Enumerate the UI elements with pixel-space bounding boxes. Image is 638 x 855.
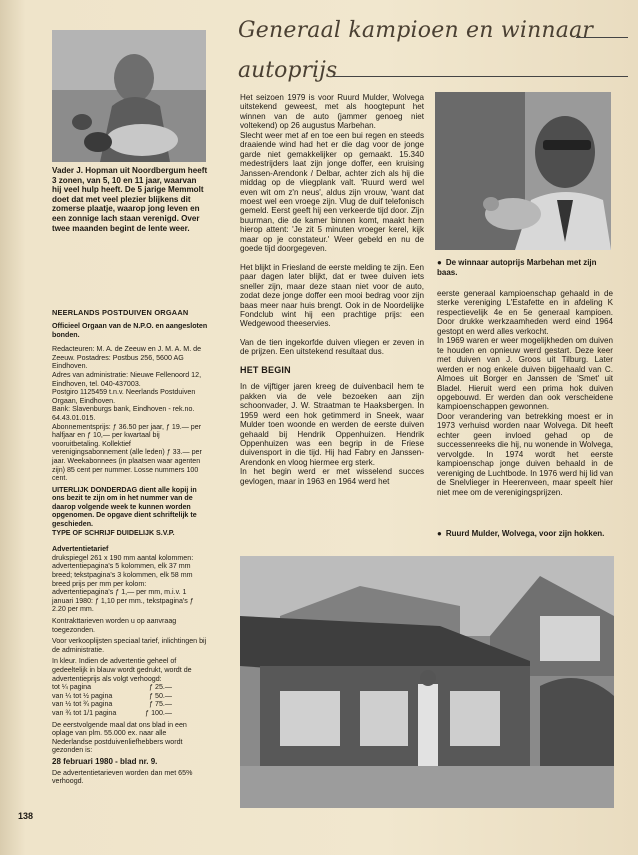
sales-lists-text: Voor verkooplijsten speciaal tarief, inlichtingen bij de administratie. — [52, 637, 207, 654]
rate-row — [52, 709, 172, 718]
rate-price: ƒ 25.— — [149, 683, 172, 692]
ad-tariff-title: Advertentietarief — [52, 545, 109, 554]
rate-price: ƒ 100.— — [145, 708, 172, 717]
article-paragraph: Het seizoen 1979 is voor Ruurd Mulder, Wolvega uitstekend geweest, met als hoogtepunt het winnen van de auto (jammer genoeg niet voltekend) op 26 augustus Marbehan. — [240, 93, 424, 131]
headline-rule-2 — [332, 76, 628, 77]
colophon-bank: Bank: Slavenburgs bank, Eindhoven - rek.no. 64.43.01.015. — [52, 405, 195, 422]
colophon-deadline: UITERLIJK DONDERDAG dient alle kopij in ons bezit te zijn om in het nummer van de daarop volgende week te kunnen worden opgenomen. De opgave dient schriftelijk te geschieden. — [52, 485, 197, 529]
first-issue-text: De eerstvolgende maal dat ons blad in een oplage van plm. 55.000 ex. naar alle Nederlandse postduivenliefhebbers wordt gezonden is: — [52, 720, 187, 755]
increase-text: De advertentietarieven worden dan met 65% verhoogd. — [52, 768, 193, 786]
rate-price: ƒ 75.— — [149, 700, 172, 709]
issue-date: 28 februari 1980 - blad nr. 9. — [52, 756, 158, 766]
color-text: In kleur. Indien de advertentie geheel of gedeeltelijk in blauw wordt gedrukt, wordt de advertentieprijs als volgt verhoogd: — [52, 657, 192, 683]
colophon-subscription: Abonnementsprijs: ƒ 36.50 per jaar, ƒ 19.— per halfjaar en ƒ 10,— per kwartaal bij vooruitbetaling. Kollektief verenigingsabonnement (alle leden) ƒ 33.— per jaar. Weekabonnees (in plaatsen waar agenten zijn) 85 cent per nummer. Losse nummers 100 cent. — [52, 422, 202, 483]
article-paragraph: eerste generaal kampioenschap gehaald in de sterke vereniging L'Estafette en in afdeling K respectievelijk 4e en 5e generaal kampioen. Door drukke werkzaamheden werd eind 1964 gestopt en werd alles verkocht. — [437, 289, 613, 336]
caption-winner: ● De winnaar autoprijs Marbehan met zijn baas. — [437, 258, 613, 277]
rate-row — [52, 692, 172, 701]
article-paragraph: In het begin werd er met wisselend succes gevlogen, maar in 1963 en 1964 werd het — [240, 467, 424, 486]
colophon-editors: Redacteuren: M. A. de Zeeuw en J. M. A. M. de Zeeuw. Postadres: Postbus 256, 5600 AG Eindhoven. — [52, 345, 202, 371]
headline-rule-1 — [576, 37, 628, 38]
photo-winner-image — [435, 92, 611, 250]
photo-pigeon-loft — [240, 556, 614, 808]
photo-boy-with-pigeons — [52, 30, 206, 162]
rate-range: van ¾ tot 1/1 pagina — [52, 708, 117, 717]
caption-loft: ● Ruurd Mulder, Wolvega, voor zijn hokken. — [437, 529, 613, 539]
article-paragraph: Door verandering van betrekking moest er in 1973 verhuisd worden naar Wolvega. Dit heeft echter geen invloed gehad op de successenreeks die hij, nu wonende in Wolvega, vervolgde. In 1974 wordt het eerste kampioenschap jonge duiven behaald in de vereniging de Luchtbode. In 1976 werd hij lid van de Snelvlieger in Heerenveen, maar speelt hier niet mee om de verenigingsprijzen. — [437, 411, 613, 497]
contract-text: Kontrakttarieven worden u op aanvraag toegezonden. — [52, 617, 177, 634]
page-number: 138 — [18, 811, 34, 821]
article-paragraph: In 1969 waren er weer mogelijkheden om duiven te houden en opnieuw werd gestart. Deze keer met duiven van J. Groos uit Tilburg. Later werden er nog enkele duiven bijgehaald van C. Almoes uit Borger en Janssen de 'Smet' uit Bladel. Hieruit werd een prima hok duiven opgebouwd. Er werden dan ook verscheidene kampioenschappen gewonnen. — [437, 336, 613, 412]
article-paragraph: Slecht weer met af en toe een bui regen en steeds draaiende wind had het er die dag voor de jonge garde niet gemakkelijker op gemaakt. 15.340 medestrijders laat zijn jonge doffer, een kruising Janssen-Arendonk / Delbar, achter zich als hij die middag op de vliegplank valt. 'Ruurd werd wel even wit om z'n neus', aldus zijn vrouw, 'want dat moest wel een vroege zijn. Vlug de duif telefonisch gemeld. Eerst geeft hij een verkeerde tijd door. Zijn buurman, die de kamer binnen komt, maakt hem hierop attent: 'Je zit 5 minuten vroeger kerel, kijk maar op je constateur.' Weer gebeld en nu de goede tijd doorgegeven. — [240, 130, 424, 254]
rate-row — [52, 683, 172, 692]
section-heading: HET BEGIN — [240, 364, 291, 375]
photo-loft-image — [240, 556, 614, 808]
colophon-official: Officieel Orgaan van de N.P.O. en aangesloten bonden. — [52, 322, 208, 339]
colophon-admin: Adres van administratie: Nieuwe Fellenoord 12, Eindhoven, tel. 040-437003. — [52, 370, 202, 388]
rate-range: van ¼ tot ½ pagina — [52, 691, 113, 700]
colophon — [52, 308, 208, 786]
left-photo-caption: Vader J. Hopman uit Noordbergum heeft 3 zonen, van 5, 10 en 11 jaar, waarvan hij veel hulp heeft. De 5 jarige Memmolt doet dat met veel plezier blijkens dit zomerse plaatje, waarop jong leven en een zonnige lach staan verenigd. Over twee maanden begint de lente weer. — [52, 166, 208, 233]
article-column-2 — [437, 289, 613, 497]
headline-line2: autoprijs — [238, 58, 338, 83]
rate-range: van ½ tot ¾ pagina — [52, 700, 113, 709]
color-rates-table — [52, 683, 172, 717]
article-paragraph: In de vijftiger jaren kreeg de duivenbacil hem te pakken via de vele bezoeken aan zijn schoonvader, J. W. Straatman te Haaksbergen. In 1959 werd een hok getimmerd in Sneek, waar Mulder toen woonde en werden de eerste duiven gehaald bij Hendrik Oppenhuizen. Hendrik Oppenhuizen was een begrip in de Friese duivensport in die tijd. Hij had Fabry en Janssen-Arendonk en vloog hiermee erg sterk. — [240, 382, 424, 467]
rate-range: tot ¼ pagina — [52, 683, 92, 692]
photo-boy-image — [52, 30, 206, 162]
article-paragraph: Het blijkt in Friesland de eerste melding te zijn. Een paar dagen later blijkt, dat er twee duiven iets sneller zijn, maar deze staan niet voor de auto, zodat deze jonge doffer een mooi bedrag voor zijn baas meer naar huis brengt. Ook in de Noordelijke Fondclub wint hij een prachtige prijs: een Wedgewood theeservies. — [240, 262, 424, 329]
colophon-title: NEERLANDS POSTDUIVEN ORGAAN — [52, 308, 189, 317]
ad-tariff-text: drukspiegel 261 x 190 mm aantal kolommen: advertentiepagina's 5 kolommen, elk 37 mm breed; tekstpagina's 3 kolommen, elk 58 mm breed prijs per mm per kolom: advertentiepagina's ƒ 1,— per mm, m.i.v. 1 januari 1980: ƒ 1,10 per mm., tekstpagina's ƒ 2.20 per mm. — [52, 553, 194, 614]
article-column-1 — [240, 93, 424, 486]
article-paragraph: Van de tien ingekorfde duiven vliegen er zeven in de prijzen. Een uitstekend resultaat dus. — [240, 337, 424, 357]
colophon-giro: Postgiro 1125459 t.n.v. Neerlands Postduiven Orgaan, Eindhoven. — [52, 388, 196, 405]
rate-price: ƒ 50.— — [149, 691, 172, 700]
headline-line1: Generaal kampioen en winnaar — [238, 18, 594, 43]
colophon-font-type: TYPE OF SCHRIJF DUIDELIJK S.V.P. — [52, 528, 175, 537]
rate-row — [52, 700, 172, 709]
photo-winner-with-pigeon — [435, 92, 611, 250]
